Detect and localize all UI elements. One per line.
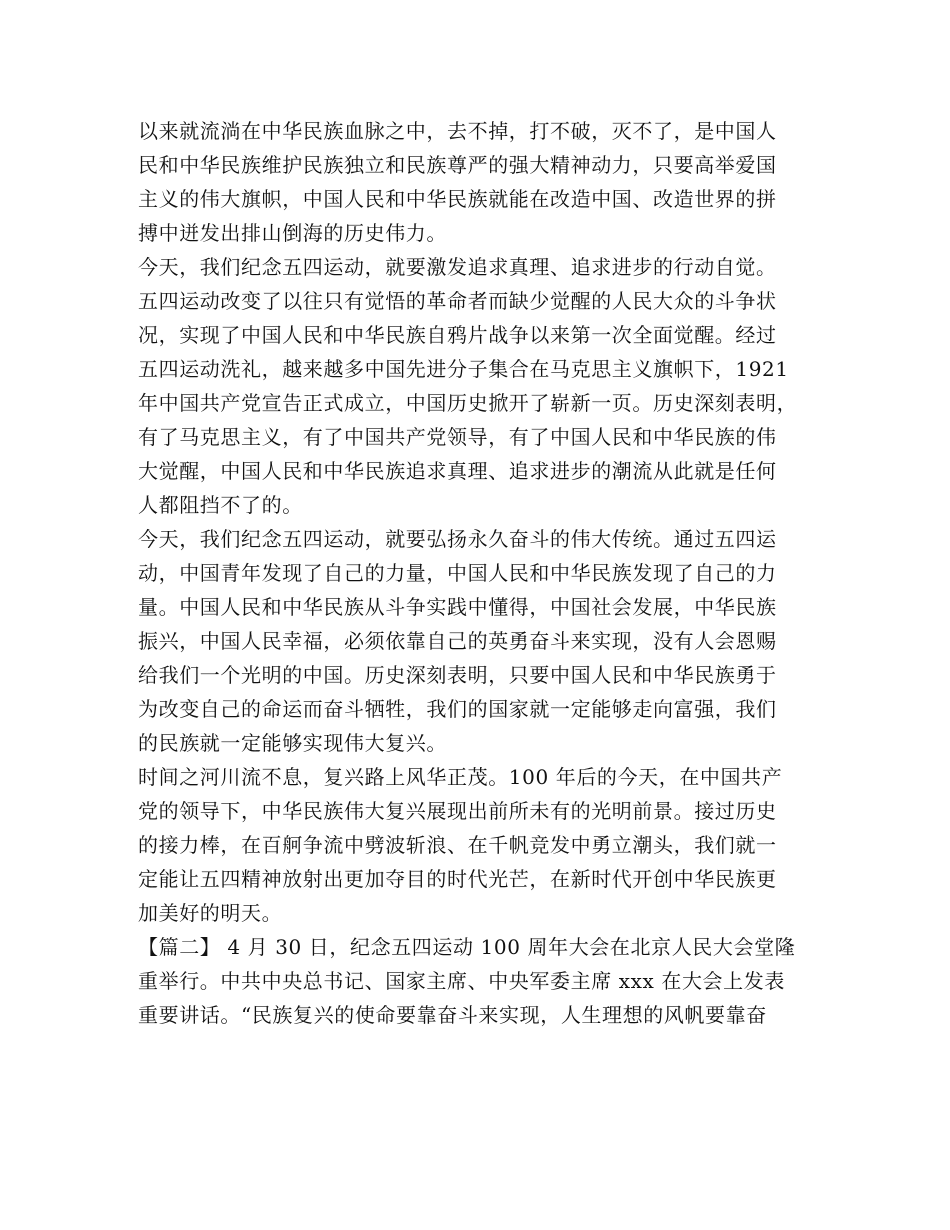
text-line: 大觉醒，中国人民和中华民族追求真理、追求进步的潮流从此就是任何 xyxy=(138,459,777,483)
text-line: 的接力棒，在百舸争流中劈波斩浪、在千帆竞发中勇立潮头，我们就一 xyxy=(138,833,777,857)
text-line: 人都阻挡不了的。 xyxy=(138,493,303,517)
text-line: 时间之河川流不息，复兴路上风华正茂。100 年后的今天，在中国共产 xyxy=(138,765,783,789)
text-line: 重举行。中共中央总书记、国家主席、中央军委主席 xxx 在大会上发表 xyxy=(138,969,785,993)
text-line: 以来就流淌在中华民族血脉之中，去不掉，打不破，灭不了，是中国人 xyxy=(138,119,777,143)
text-line: 的民族就一定能够实现伟大复兴。 xyxy=(138,731,447,755)
text-line: 年中国共产党宣告正式成立，中国历史掀开了崭新一页。历史深刻表明， xyxy=(138,391,798,415)
text-line: 重要讲话。“民族复兴的使命要靠奋斗来实现，人生理想的风帆要靠奋 xyxy=(138,1003,767,1027)
text-line: 搏中迸发出排山倒海的历史伟力。 xyxy=(138,221,447,245)
document-body xyxy=(138,114,818,1032)
text-line: 主义的伟大旗帜，中国人民和中华民族就能在改造中国、改造世界的拼 xyxy=(138,187,777,211)
text-line: 定能让五四精神放射出更加夺目的时代光芒，在新时代开创中华民族更 xyxy=(138,867,777,891)
text-line: 今天，我们纪念五四运动，就要激发追求真理、追求进步的行动自觉。 xyxy=(138,255,777,279)
text-line: 为改变自己的命运而奋斗牺牲，我们的国家就一定能够走向富强，我们 xyxy=(138,697,777,721)
text-line: 加美好的明天。 xyxy=(138,901,283,925)
text-line: 党的领导下，中华民族伟大复兴展现出前所未有的光明前景。接过历史 xyxy=(138,799,777,823)
text-line: 量。中国人民和中华民族从斗争实践中懂得，中国社会发展，中华民族 xyxy=(138,595,777,619)
text-line: 况，实现了中国人民和中华民族自鸦片战争以来第一次全面觉醒。经过 xyxy=(138,323,777,347)
text-line: 给我们一个光明的中国。历史深刻表明，只要中国人民和中华民族勇于 xyxy=(138,663,777,687)
text-line: 民和中华民族维护民族独立和民族尊严的强大精神动力，只要高举爱国 xyxy=(138,153,777,177)
text-line: 今天，我们纪念五四运动，就要弘扬永久奋斗的伟大传统。通过五四运 xyxy=(138,527,777,551)
text-line: 振兴，中国人民幸福，必须依靠自己的英勇奋斗来实现，没有人会恩赐 xyxy=(138,629,777,653)
text-line: 五四运动洗礼，越来越多中国先进分子集合在马克思主义旗帜下，1921 xyxy=(138,357,789,381)
text-line: 动，中国青年发现了自己的力量，中国人民和中华民族发现了自己的力 xyxy=(138,561,777,585)
text-line: 有了马克思主义，有了中国共产党领导，有了中国人民和中华民族的伟 xyxy=(138,425,777,449)
text-line: 五四运动改变了以往只有觉悟的革命者而缺少觉醒的人民大众的斗争状 xyxy=(138,289,777,313)
text-line: 【篇二】 4 月 30 日，纪念五四运动 100 周年大会在北京人民大会堂隆 xyxy=(138,935,796,959)
